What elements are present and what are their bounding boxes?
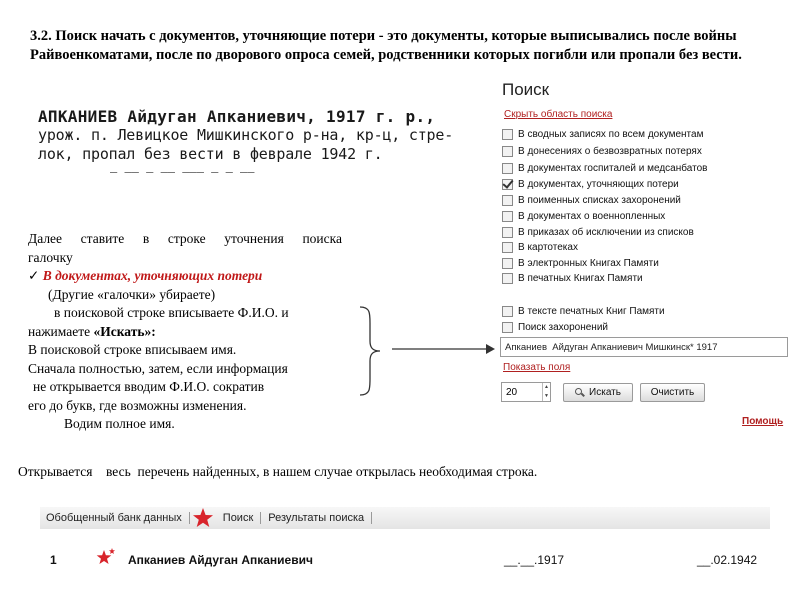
archive-record-scan xyxy=(38,107,478,164)
search-option[interactable] xyxy=(502,225,694,239)
nav-search[interactable]: Поиск xyxy=(222,512,254,524)
search-option-label: В приказах об исключении из списков xyxy=(518,226,694,238)
archive-line: АПКАНИЕВ Айдуган Апканиевич, 1917 г. р., xyxy=(38,107,436,126)
instructions-text xyxy=(28,230,342,434)
archive-line-cut: — —— — —— ——— — — —— xyxy=(110,165,255,179)
instruction-line: не открывается вводим Ф.И.О. сократив xyxy=(33,379,265,394)
result-birth-date: __.__.1917 xyxy=(504,553,565,567)
brace-icon xyxy=(358,305,386,397)
search-input[interactable] xyxy=(500,337,788,357)
checkbox[interactable] xyxy=(502,273,513,284)
star-icon xyxy=(192,508,214,528)
nav-separator xyxy=(371,512,372,524)
search-option-label: В документах, уточняющих потери xyxy=(518,178,679,190)
arrow-right-icon xyxy=(392,343,496,355)
stepper-up-icon[interactable]: ▲ xyxy=(544,385,549,390)
checkbox[interactable] xyxy=(502,129,513,140)
checkbox[interactable] xyxy=(502,322,513,333)
search-option-label: В поименных списках захоронений xyxy=(518,194,681,206)
search-option[interactable] xyxy=(502,193,681,207)
search-option-label: В картотеках xyxy=(518,241,578,253)
nav-separator xyxy=(189,512,190,524)
instruction-line: Далее ставите в строке уточнения поиска xyxy=(28,231,342,246)
checkbox[interactable] xyxy=(502,146,513,157)
search-option[interactable] xyxy=(502,209,665,223)
archive-line: лок, пропал без вести в феврале 1942 г. xyxy=(38,145,383,163)
slide-heading: 3.2. Поиск начать с документов, уточняющие потери - это документы, которые выписывались после войны Райвоенкоматами, после по дворового опроса семей, родственники которых погибли или пропали без вести. xyxy=(30,28,742,63)
hide-search-area-link[interactable]: Скрыть область поиска xyxy=(504,109,613,120)
stepper-down-icon[interactable]: ▼ xyxy=(544,394,549,399)
search-option[interactable] xyxy=(502,144,702,158)
search-option[interactable] xyxy=(502,320,608,334)
checkbox[interactable] xyxy=(502,242,513,253)
instruction-highlight-line xyxy=(28,267,342,286)
search-option-label: В сводных записях по всем документам xyxy=(518,128,704,140)
checkbox-checked[interactable] xyxy=(502,179,513,190)
search-panel-title: Поиск xyxy=(502,80,550,99)
checkbox[interactable] xyxy=(502,163,513,174)
red-star-icon xyxy=(96,548,116,569)
instruction-line: галочку xyxy=(28,249,73,265)
help-link[interactable]: Помощь xyxy=(742,416,784,427)
highlight-option: В документах, уточняющих потери xyxy=(42,268,263,283)
instruction-line: (Другие «галочки» убираете) xyxy=(48,286,216,302)
instruction-line: В поисковой строке вписываем имя. xyxy=(28,342,237,357)
results-breadcrumb-bar xyxy=(40,507,770,529)
search-button-label: Искать xyxy=(589,387,621,398)
search-option[interactable] xyxy=(502,127,703,141)
search-option[interactable] xyxy=(502,161,707,175)
nav-search-results[interactable]: Результаты поиска xyxy=(268,512,365,524)
nav-bank-data[interactable]: Обобщенный банк данных xyxy=(46,512,182,524)
checkbox[interactable] xyxy=(502,195,513,206)
checkmark-icon: ✓ xyxy=(28,268,40,283)
instruction-text-part: нажимаете xyxy=(28,323,94,339)
search-option[interactable] xyxy=(502,304,665,318)
search-button[interactable] xyxy=(563,383,633,402)
clear-button[interactable]: Очистить xyxy=(640,383,705,402)
checkbox[interactable] xyxy=(502,258,513,269)
search-option-checked[interactable] xyxy=(502,177,679,191)
checkbox[interactable] xyxy=(502,211,513,222)
search-option[interactable] xyxy=(502,271,643,285)
result-number: 1 xyxy=(50,553,57,567)
search-option-label: В документах госпиталей и медсанбатов xyxy=(518,162,708,174)
instruction-line: в поисковой строке вписываете Ф.И.О. и xyxy=(54,305,289,320)
result-caption: Открывается весь перечень найденных, в нашем случае открылась необходимая строка. xyxy=(18,464,538,479)
checkbox[interactable] xyxy=(502,227,513,238)
magnifier-icon xyxy=(575,388,584,397)
instruction-line xyxy=(28,323,342,342)
search-option-label: В печатных Книгах Памяти xyxy=(518,272,643,284)
instruction-line: Водим полное имя. xyxy=(64,416,175,431)
stepper-arrows[interactable] xyxy=(542,383,550,401)
search-option-label: В документах о военнопленных xyxy=(518,210,666,222)
search-option[interactable] xyxy=(502,256,659,270)
result-name-link[interactable]: Апканиев Айдуган Апканиевич xyxy=(128,553,313,567)
instruction-line: его до букв, где возможны изменения. xyxy=(28,397,247,413)
results-count-stepper[interactable] xyxy=(501,382,551,402)
results-count-input[interactable] xyxy=(502,383,542,401)
search-option-label: В электронных Книгах Памяти xyxy=(518,257,659,269)
result-missing-date: __.02.1942 xyxy=(697,553,758,567)
instruction-line: Сначала полностью, затем, если информация xyxy=(28,360,288,376)
search-option-label: Поиск захоронений xyxy=(518,321,608,333)
show-fields-link[interactable]: Показать поля xyxy=(503,362,571,373)
result-row[interactable] xyxy=(40,545,770,575)
checkbox[interactable] xyxy=(502,306,513,317)
search-option[interactable] xyxy=(502,240,578,254)
archive-line: урож. п. Левицкое Мишкинского р-на, кр-ц, стре- xyxy=(38,126,454,144)
search-option-label: В тексте печатных Книг Памяти xyxy=(518,305,665,317)
search-option-label: В донесениях о безвозвратных потерях xyxy=(518,145,702,157)
instruction-bold-part: «Искать»: xyxy=(93,323,156,339)
